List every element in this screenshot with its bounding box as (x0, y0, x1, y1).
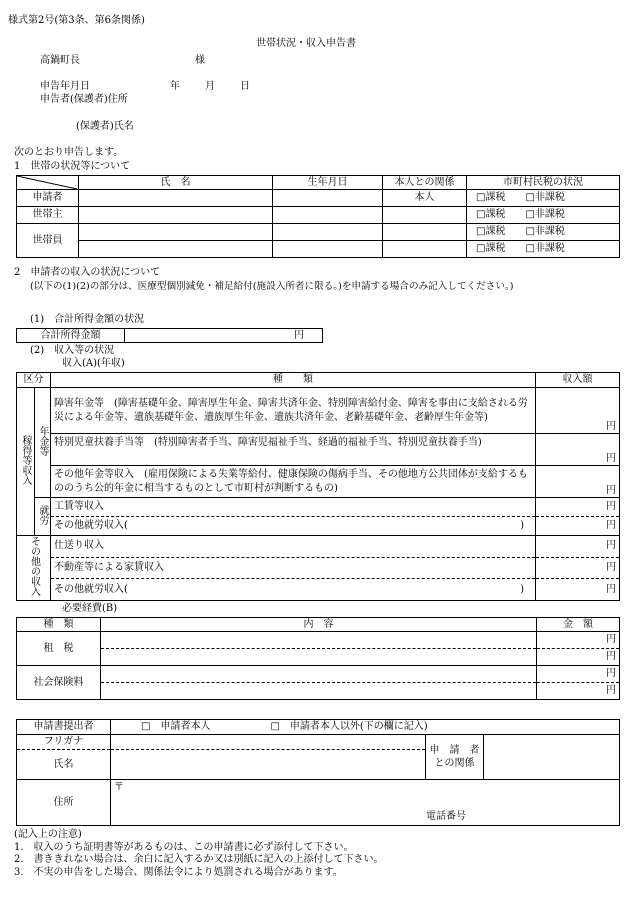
income-table (16, 372, 620, 601)
tax-amount-2[interactable]: 円 (537, 649, 620, 666)
address-input[interactable] (111, 780, 620, 826)
pension2-text: 特別児童扶養手当等 (特別障害者手当、障害児福祉手当、経過的福祉手当、特別児童扶養手当) (51, 434, 536, 466)
applicant-name-cell[interactable] (79, 190, 273, 207)
col-relation: 本人との関係 (383, 176, 467, 190)
insurance-content-2[interactable] (101, 683, 537, 700)
taxed-checkbox[interactable]: □課税 (476, 209, 506, 220)
insurance-label: 社会保険料 (17, 666, 101, 700)
other3-text: その他就労収入( (54, 583, 128, 595)
self-checkbox[interactable]: □ 申請者本人 (141, 721, 211, 732)
sub2-heading: (2) 収入等の状況 (30, 345, 115, 356)
note-item: 2. 書ききれない場合は、余白に記入するか又は別紙に記入の上添付して下さい。 (14, 854, 384, 865)
pension2-amount[interactable]: 円 (536, 434, 620, 466)
intro-text: 次のとおり申告します。 (14, 147, 124, 158)
col-tax-status: 市町村民税の状況 (467, 176, 620, 190)
tax-label: 租 税 (17, 632, 101, 666)
other3-paren: ) (520, 583, 524, 595)
furigana-input[interactable] (111, 735, 426, 750)
head-tax-cell[interactable] (467, 207, 620, 224)
member1-tax-cell[interactable] (467, 224, 620, 241)
work2-paren: ) (520, 520, 524, 531)
name-input[interactable] (111, 750, 426, 780)
pension1-text: 障害年金等 (障害基礎年金、障害厚生年金、障害共済年金、特別障害給付金、障害を事由に支給される労災による年金等、遺族基礎年金、遺族厚生年金、遺族共済年金、老齢基礎年金、老齢厚生年金等) (51, 388, 536, 434)
applicant-tax-cell[interactable] (467, 190, 620, 207)
col-name: 氏 名 (79, 176, 273, 190)
sama-label: 様 (195, 55, 205, 66)
corner-cell (17, 176, 79, 190)
member2-tax-cell[interactable] (467, 241, 620, 258)
pension1-amount[interactable]: 円 (536, 388, 620, 434)
insurance-amount-2[interactable]: 円 (537, 683, 620, 700)
tax-amount-1[interactable]: 円 (537, 632, 620, 649)
name-label: 氏名 (17, 750, 111, 780)
submitter-options (111, 720, 620, 735)
insurance-amount-1[interactable]: 円 (537, 666, 620, 683)
other3-amount[interactable]: 円 (536, 579, 620, 601)
employment-label: 就労 (35, 498, 51, 536)
guardian-name-label: (保護者)氏名 (76, 121, 134, 132)
tax-content-1[interactable] (101, 632, 537, 649)
insurance-content-1[interactable] (101, 666, 537, 683)
member1-relation-cell[interactable] (383, 224, 467, 241)
untaxed-checkbox[interactable]: □非課税 (525, 209, 565, 220)
sub1-heading: (1) 合計所得金額の状況 (30, 314, 145, 325)
member2-relation-cell[interactable] (383, 241, 467, 258)
total-income-table (16, 328, 323, 343)
other2-text: 不動産等による家賃収入 (51, 557, 536, 579)
date-label: 申告年月日 (40, 81, 90, 92)
work2-row[interactable] (51, 517, 536, 536)
note-item: 3. 不実の申告をした場合、関係法令により処罰される場合があります。 (14, 866, 343, 878)
taxed-checkbox[interactable]: □課税 (476, 226, 506, 237)
head-birth-cell[interactable] (273, 207, 383, 224)
member1-name-cell[interactable] (79, 224, 273, 241)
section2-note: (以下の(1)(2)の部分は、医療型個別減免・補足給付(施設入所者に限る。)を申請する場合のみ記入してください。) (30, 281, 514, 292)
expense-b-label: 必要経費(B) (62, 603, 118, 614)
pension3-text: その他年金等収入 (雇用保険による失業等給付、健康保険の傷病手当、その他地方公共団体が支給するもののうち公的年金に相当するものとして市町村が判断するもの) (51, 466, 536, 498)
untaxed-checkbox[interactable]: □非課税 (525, 226, 565, 237)
note-item: 1. 収入のうち証明書等があるものは、この申請書に必ず添付して下さい。 (14, 841, 354, 853)
other-income-label: その他の収入 (17, 536, 51, 601)
col-amount: 収入額 (536, 373, 620, 388)
month-label: 月 (205, 81, 215, 92)
work1-text: 工賃等収入 (51, 498, 536, 517)
other1-text: 仕送り収入 (51, 536, 536, 558)
notes-title: (記入上の注意) (14, 829, 82, 840)
work2-amount[interactable]: 円 (536, 517, 620, 536)
applicant-birth-cell[interactable] (273, 190, 383, 207)
income-a-label: 収入(A)(年収) (62, 358, 125, 369)
earned-income-label: 稼得等収入 (17, 388, 35, 536)
day-label: 日 (240, 81, 250, 92)
head-name-cell[interactable] (79, 207, 273, 224)
member2-birth-cell[interactable] (273, 241, 383, 258)
member1-birth-cell[interactable] (273, 224, 383, 241)
expense-table (16, 617, 620, 700)
untaxed-checkbox[interactable]: □非課税 (525, 192, 565, 203)
taxed-checkbox[interactable]: □課税 (476, 192, 506, 203)
other3-row[interactable] (51, 579, 536, 601)
address-label-cell: 住所 (17, 780, 111, 826)
head-relation-cell[interactable] (383, 207, 467, 224)
notes-section (14, 829, 384, 879)
year-label: 年 (170, 81, 180, 92)
addressee: 高鍋町長 (40, 55, 80, 66)
submitter-label: 申請書提出者 (17, 720, 111, 735)
member2-name-cell[interactable] (79, 241, 273, 258)
col-kubun: 区分 (17, 373, 51, 388)
relation-label: 申 請 者 との関係 (426, 735, 484, 780)
submitter-table (16, 719, 620, 826)
applicant-relation-cell: 本人 (383, 190, 467, 207)
address-label: 申告者(保護者)住所 (40, 94, 128, 105)
exp-col-type: 種 類 (17, 618, 101, 632)
postal-mark: 〒 (114, 782, 124, 793)
tax-content-2[interactable] (101, 649, 537, 666)
row-member: 世帯員 (17, 224, 79, 258)
row-head: 世帯主 (17, 207, 79, 224)
relation-input[interactable] (484, 735, 620, 780)
phone-label: 電話番号 (426, 811, 466, 822)
pension-label: 年金等 (35, 388, 51, 498)
col-type: 種 類 (51, 373, 536, 388)
section1-heading: 1 世帯の状況等について (14, 161, 131, 172)
other1-amount[interactable]: 円 (536, 536, 620, 558)
page-title: 世帯状況・収入申告書 (256, 38, 356, 49)
total-income-value[interactable]: 円 (125, 329, 323, 343)
total-income-label: 合計所得金額 (17, 329, 125, 343)
form-number: 様式第2号(第3条、第6条関係) (8, 15, 145, 26)
other2-amount[interactable]: 円 (536, 557, 620, 579)
untaxed-checkbox[interactable]: □非課税 (525, 243, 565, 254)
exp-col-content: 内 容 (101, 618, 537, 632)
pension3-amount[interactable]: 円 (536, 466, 620, 498)
household-table (16, 175, 620, 258)
furigana-label: フリガナ (17, 735, 111, 750)
exp-col-amount: 金 額 (537, 618, 620, 632)
work2-text: その他就労収入( (54, 520, 128, 531)
row-applicant: 申請者 (17, 190, 79, 207)
work1-amount[interactable]: 円 (536, 498, 620, 517)
other-checkbox[interactable]: □ 申請者本人以外(下の欄に記入) (270, 721, 428, 732)
col-birthdate: 生年月日 (273, 176, 383, 190)
taxed-checkbox[interactable]: □課税 (476, 243, 506, 254)
section2-heading: 2 申請者の収入の状況について (14, 267, 161, 278)
